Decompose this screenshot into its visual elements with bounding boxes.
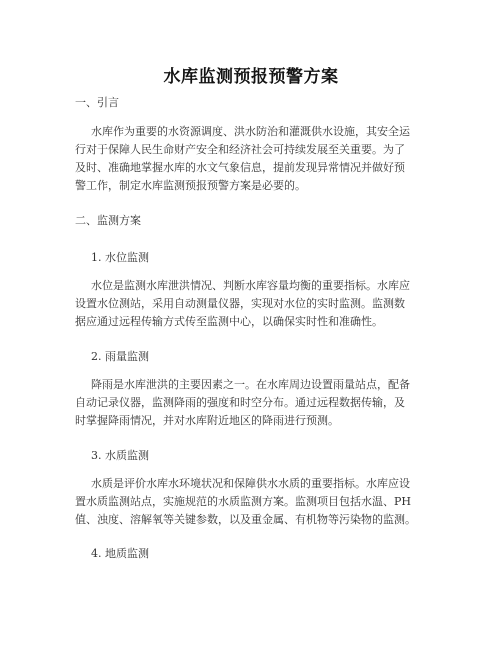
paragraph-line: 自动记录仪器，监测降雨的强度和时空分布。通过远程数据传输，及 bbox=[75, 396, 405, 409]
document-title: 水库监测预报预警方案 bbox=[163, 67, 339, 87]
paragraph-line: 警工作，制定水库监测预报预警方案是必要的。 bbox=[75, 179, 306, 192]
subsection-heading-geology: 4. 地质监测 bbox=[91, 547, 149, 560]
paragraph-line: 时掌握降雨情况，并对水库附近地区的降雨进行预测。 bbox=[75, 414, 339, 427]
section-heading-monitoring: 二、监测方案 bbox=[75, 214, 141, 227]
paragraph-line: 水库作为重要的水资源调度、洪水防治和灌溉供水设施，其安全运 bbox=[91, 125, 410, 138]
paragraph-line: 据应通过远程传输方式传至监测中心，以确保实时性和准确性。 bbox=[75, 315, 383, 328]
subsection-heading-water-level: 1. 水位监测 bbox=[91, 251, 149, 264]
subsection-heading-water-quality: 3. 水质监测 bbox=[91, 449, 149, 462]
subsection-heading-rainfall: 2. 雨量监测 bbox=[91, 350, 149, 363]
paragraph-line: 降雨是水库泄洪的主要因素之一。在水库周边设置雨量站点，配备 bbox=[91, 378, 410, 391]
paragraph-line: 值、浊度、溶解氧等关键参数，以及重金属、有机物等污染物的监测。 bbox=[75, 513, 416, 526]
paragraph-line: 行对于保障人民生命财产安全和经济社会可持续发展至关重要。为了 bbox=[75, 143, 405, 156]
paragraph-line: 设置水位测站，采用自动测量仪器，实现对水位的实时监测。监测数 bbox=[75, 297, 405, 310]
section-heading-intro: 一、引言 bbox=[75, 96, 119, 109]
paragraph-line: 置水质监测站点，实施规范的水质监测方案。监测项目包括水温、PH bbox=[75, 495, 411, 508]
paragraph-line: 水质是评价水库水环境状况和保障供水水质的重要指标。水库应设 bbox=[91, 477, 410, 490]
paragraph-line: 及时、准确地掌握水库的水文气象信息，提前发现异常情况并做好预 bbox=[75, 161, 405, 174]
paragraph-line: 水位是监测水库泄洪情况、判断水库容量均衡的重要指标。水库应 bbox=[91, 279, 410, 292]
